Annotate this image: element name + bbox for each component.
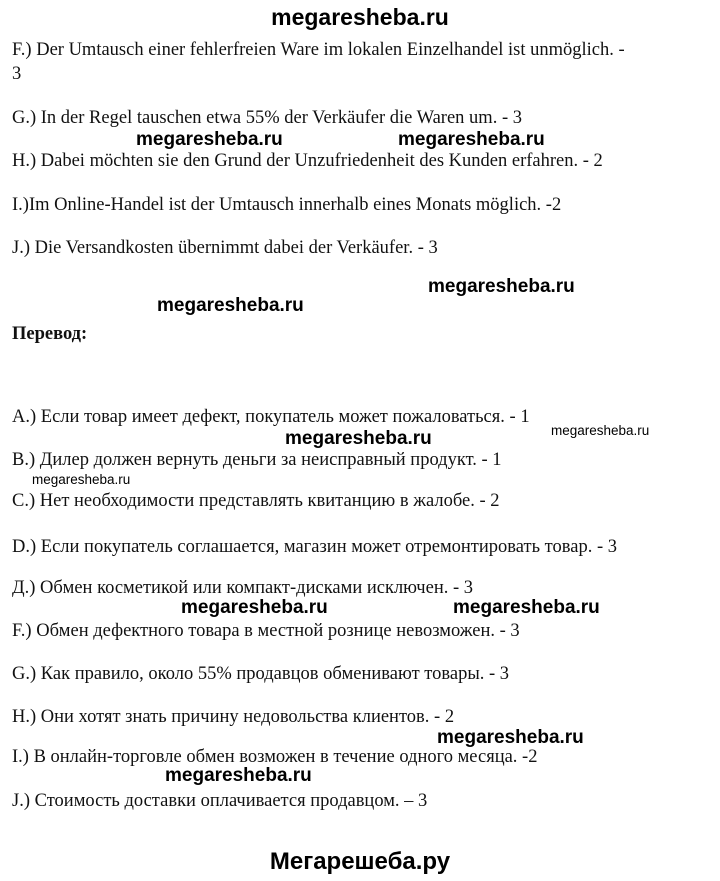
translation-line-a: A.) Если товар имеет дефект, покупатель может пожаловаться. - 1 xyxy=(12,407,530,427)
translation-line-c: C.) Нет необходимости представлять квитанцию в жалобе. - 2 xyxy=(12,491,500,511)
translation-line-h: H.) Они хотят знать причину недовольства клиентов. - 2 xyxy=(12,707,455,727)
translation-line-j: J.) Стоимость доставки оплачивается продавцом. – 3 xyxy=(12,791,428,811)
german-line-i: I.)Im Online-Handel ist der Umtausch innerhalb eines Monats möglich. -2 xyxy=(12,195,562,215)
watermark: megaresheba.ru xyxy=(181,597,328,618)
translation-line-e: Д.) Обмен косметикой или компакт-дисками исключен. - 3 xyxy=(12,578,474,598)
german-line-j: J.) Die Versandkosten übernimmt dabei der Verkäufer. - 3 xyxy=(12,238,438,258)
watermark: megaresheba.ru xyxy=(157,295,304,316)
translation-line-b: B.) Дилер должен вернуть деньги за неисправный продукт. - 1 xyxy=(12,450,502,470)
translation-line-g: G.) Как правило, около 55% продавцов обменивают товары. - 3 xyxy=(12,664,510,684)
watermark: megaresheba.ru xyxy=(428,276,575,297)
translation-line-d: D.) Если покупатель соглашается, магазин может отремонтировать товар. - 3 xyxy=(12,537,617,557)
watermark: megaresheba.ru xyxy=(453,597,600,618)
translation-heading: Перевод: xyxy=(12,324,88,344)
watermark: megaresheba.ru xyxy=(437,727,584,748)
site-title-top: megaresheba.ru xyxy=(271,4,449,30)
translation-line-f: F.) Обмен дефектного товара в местной рознице невозможен. - 3 xyxy=(12,621,520,641)
site-title-bottom: Мегарешеба.ру xyxy=(269,848,451,875)
german-line-f: F.) Der Umtausch einer fehlerfreien Ware im lokalen Einzelhandel ist unmöglich. - xyxy=(12,40,625,60)
translation-line-i: I.) В онлайн-торговле обмен возможен в течение одного месяца. -2 xyxy=(12,747,538,767)
german-line-f-continued: 3 xyxy=(12,64,22,84)
german-line-g: G.) In der Regel tauschen etwa 55% der Verkäufer die Waren um. - 3 xyxy=(12,108,522,128)
german-line-h: H.) Dabei möchten sie den Grund der Unzufriedenheit des Kunden erfahren. - 2 xyxy=(12,151,603,171)
watermark: megaresheba.ru xyxy=(165,765,312,786)
watermark: megaresheba.ru xyxy=(285,428,432,449)
watermark: megaresheba.ru xyxy=(136,129,283,150)
watermark-small: megaresheba.ru xyxy=(551,423,650,438)
watermark-small: megaresheba.ru xyxy=(32,472,131,487)
watermark: megaresheba.ru xyxy=(398,129,545,150)
